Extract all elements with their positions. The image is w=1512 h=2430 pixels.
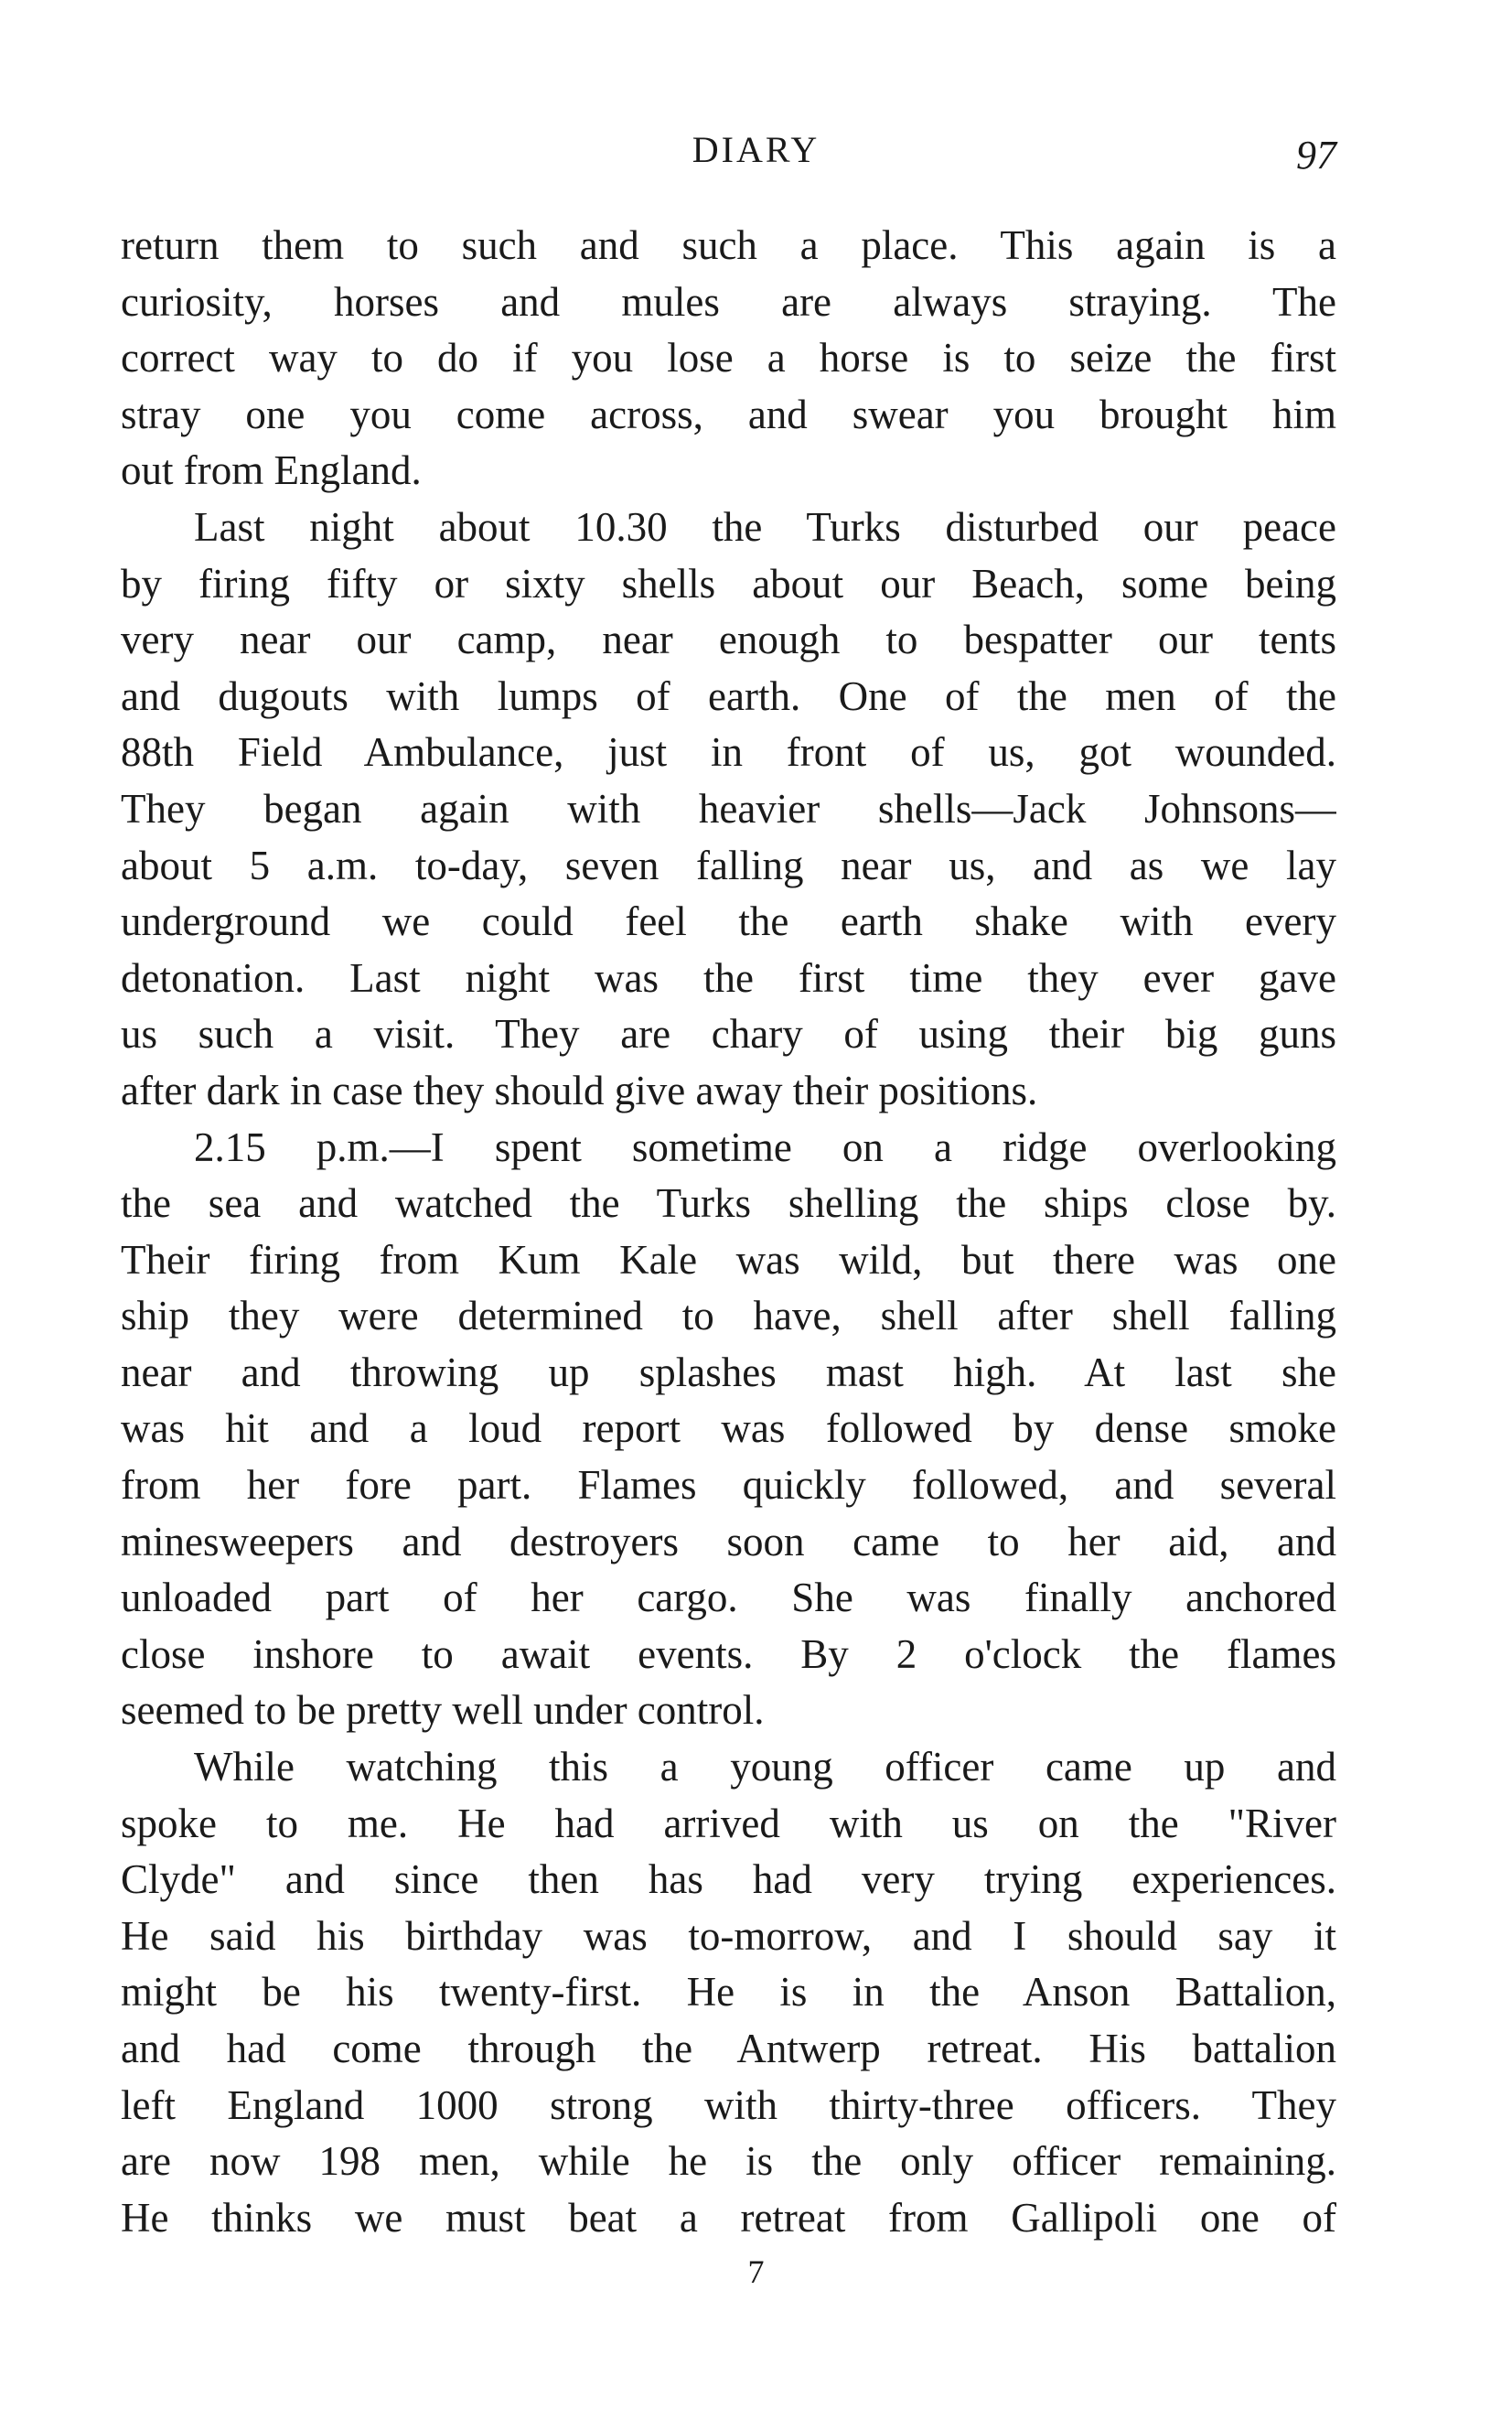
- text-line: curiosity, horses and mules are always straying. The: [121, 278, 1336, 325]
- text-line: He thinks we must beat a retreat from Gallipoli one of: [121, 2194, 1336, 2241]
- text-line: They began again with heavier shells—Jack Johnsons—: [121, 785, 1336, 832]
- text-line: and dugouts with lumps of earth. One of the men of the: [121, 672, 1336, 719]
- text-line: and had come through the Antwerp retreat. His battalion: [121, 2026, 1336, 2071]
- text-line: about 5 a.m. to-day, seven falling near us, and as we lay: [121, 842, 1336, 888]
- text-line: Their firing from Kum Kale was wild, but there was one: [121, 1236, 1336, 1283]
- text-line: seemed to be pretty well under control.: [121, 1687, 765, 1734]
- text-line: after dark in case they should give away their positions.: [121, 1067, 1038, 1113]
- text-line: from her fore part. Flames quickly followed, and several: [121, 1462, 1336, 1509]
- text-line: unloaded part of her cargo. She was finally anchored: [121, 1575, 1336, 1621]
- text-line: Last night about 10.30 the Turks disturbed our peace: [194, 503, 1336, 550]
- text-line: was hit and a loud report was followed by dense smoke: [121, 1405, 1336, 1452]
- text-line: detonation. Last night was the first time they ever gave: [121, 954, 1336, 1001]
- text-line: left England 1000 strong with thirty-three officers. They: [121, 2081, 1336, 2128]
- text-line: close inshore to await events. By 2 o'clock the flames: [121, 1630, 1336, 1677]
- text-line: by firing fifty or sixty shells about our Beach, some being: [121, 560, 1336, 607]
- signature-mark: 7: [747, 2253, 765, 2290]
- text-line: spoke to me. He had arrived with us on the "River: [121, 1800, 1336, 1846]
- text-line: might be his twenty-first. He is in the Anson Battalion,: [121, 1969, 1336, 2016]
- body-text: [121, 218, 1336, 2246]
- text-line: are now 198 men, while he is the only officer remaining.: [121, 2138, 1336, 2185]
- text-line: underground we could feel the earth shake with every: [121, 898, 1336, 945]
- text-line: return them to such and such a place. This again is a: [121, 222, 1336, 268]
- text-line: correct way to do if you lose a horse is to seize the first: [121, 335, 1336, 382]
- text-line: near and throwing up splashes mast high. At last she: [121, 1349, 1336, 1395]
- text-line: out from England.: [121, 447, 422, 494]
- text-line: minesweepers and destroyers soon came to her aid, and: [121, 1518, 1336, 1564]
- text-line: the sea and watched the Turks shelling the ships close by.: [121, 1180, 1336, 1227]
- text-line: While watching this a young officer came up and: [194, 1744, 1336, 1790]
- text-line: 88th Field Ambulance, just in front of us, got wounded.: [121, 729, 1336, 776]
- text-line: very near our camp, near enough to bespatter our tents: [121, 617, 1336, 663]
- running-head: [0, 128, 1512, 183]
- text-line: Clyde" and since then has had very trying experiences.: [121, 1856, 1336, 1903]
- text-line: ship they were determined to have, shell after shell falling: [121, 1293, 1336, 1339]
- text-line: 2.15 p.m.—I spent sometime on a ridge overlooking: [194, 1124, 1336, 1170]
- text-line: He said his birthday was to-morrow, and I should say it: [121, 1912, 1336, 1959]
- running-title: DIARY: [692, 129, 820, 170]
- text-line: us such a visit. They are chary of using their big guns: [121, 1011, 1336, 1058]
- page-number: 97: [1296, 133, 1336, 177]
- text-line: stray one you come across, and swear you brought him: [121, 391, 1336, 437]
